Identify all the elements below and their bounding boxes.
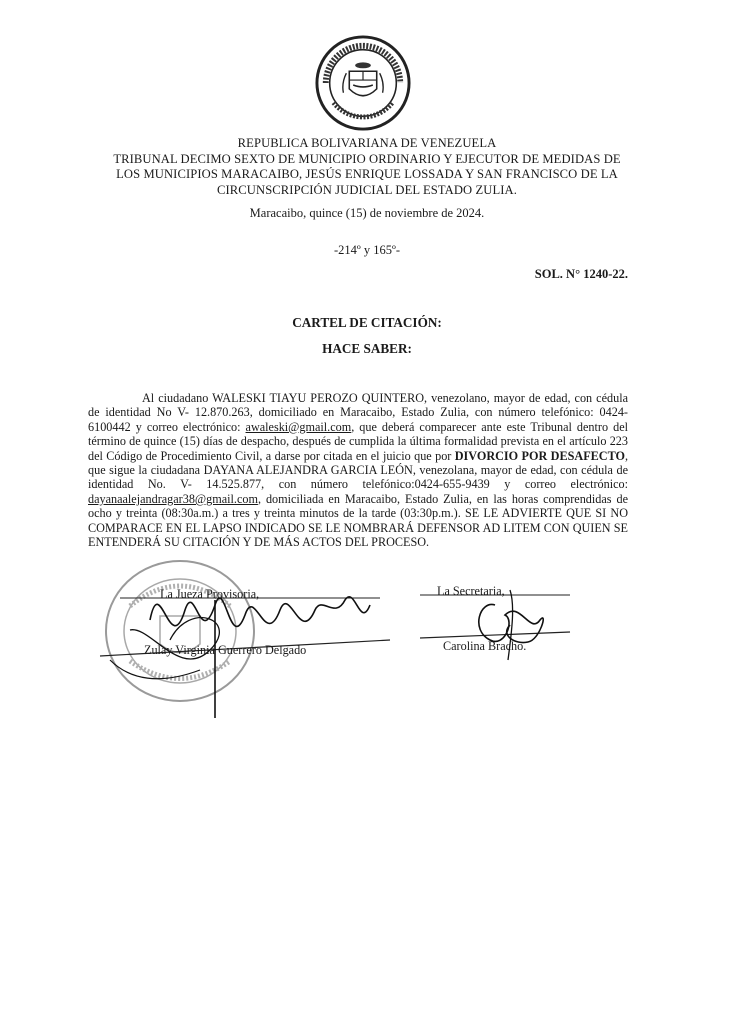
body-text-1: Al ciudadano WALESKI TIAYU PEROZO QUINTERO, venezolano, mayor de edad, con cédula de identidad No V- 12.870.263, domiciliado en Maracaibo, Estado Zulia, con número telefónico: 0424-6100442 y correo electrónico: — [88, 391, 628, 434]
header-line-3: LOS MUNICIPIOS MARACAIBO, JESÚS ENRIQUE LOSSADA Y SAN FRANCISCO DE LA — [116, 167, 618, 181]
header-line-1: REPUBLICA BOLIVARIANA DE VENEZUELA — [237, 136, 497, 150]
header-line-4: CIRCUNSCRIPCIÓN JUDICIAL DEL ESTADO ZULIA. — [217, 182, 517, 197]
secretary-title: La Secretaria, — [437, 584, 505, 598]
header-line-2: TRIBUNAL DECIMO SEXTO DE MUNICIPIO ORDINARIO Y EJECUTOR DE MEDIDAS DE — [113, 151, 621, 166]
email-link-1: awaleski@gmail.com — [245, 419, 352, 434]
document-date: Maracaibo, quince (15) de noviembre de 2024. — [249, 206, 485, 220]
court-header — [60, 136, 674, 198]
secretary-name: Carolina Bracho. — [443, 639, 527, 653]
hace-saber-title: HACE SABER: — [322, 341, 412, 356]
judge-signature-icon — [90, 560, 420, 720]
body-text-4: , domiciliada en Maracaibo, Estado Zulia, en las horas comprendidas de ocho y treinta (08:30a.m.) a tres y treinta minutos de la tarde (03:30p.m.). SE LE ADVIERTE QUE SI NO COMPARACE EN EL LAPSO INDICADO SE LE NOMBRARÁ DEFENSOR AD LITEM CON QUIEN SE ENTENDERÁ SU CITACIÓN Y DE MÁS ACTOS DEL PROCESO. — [88, 491, 628, 550]
body-text-3: , que sigue la ciudadana DAYANA ALEJANDRA GARCIA LEÓN, venezolana, mayor de edad, con cédula de identidad No. V- 14.525.877, con número telefónico:0424-655-9439 y correo electrónico: — [88, 448, 629, 492]
cartel-title: CARTEL DE CITACIÓN: — [292, 315, 442, 330]
divorcio-bold: DIVORCIO POR DESAFECTO — [454, 448, 625, 463]
email-link-2: dayanaalejandragar38@gmail.com — [88, 491, 258, 506]
judge-name: Zulay Virginia Guerrero Delgado — [144, 643, 307, 657]
judge-title: La Jueza Provisoria, — [160, 587, 260, 601]
sol-number: SOL. N° 1240-22. — [534, 267, 628, 281]
body-paragraph — [88, 391, 628, 549]
body-text-2: , que deberá comparecer ante este Tribunal dentro del término de quince (15) días de despacho, después de cumplida la última formalidad prevista en el artículo 223 del Código de Procedimiento Civil, a darse por citada en el juicio que por — [88, 419, 628, 463]
folios-line: -214º y 165º- — [333, 243, 401, 257]
coat-of-arms-seal-icon — [314, 34, 412, 132]
